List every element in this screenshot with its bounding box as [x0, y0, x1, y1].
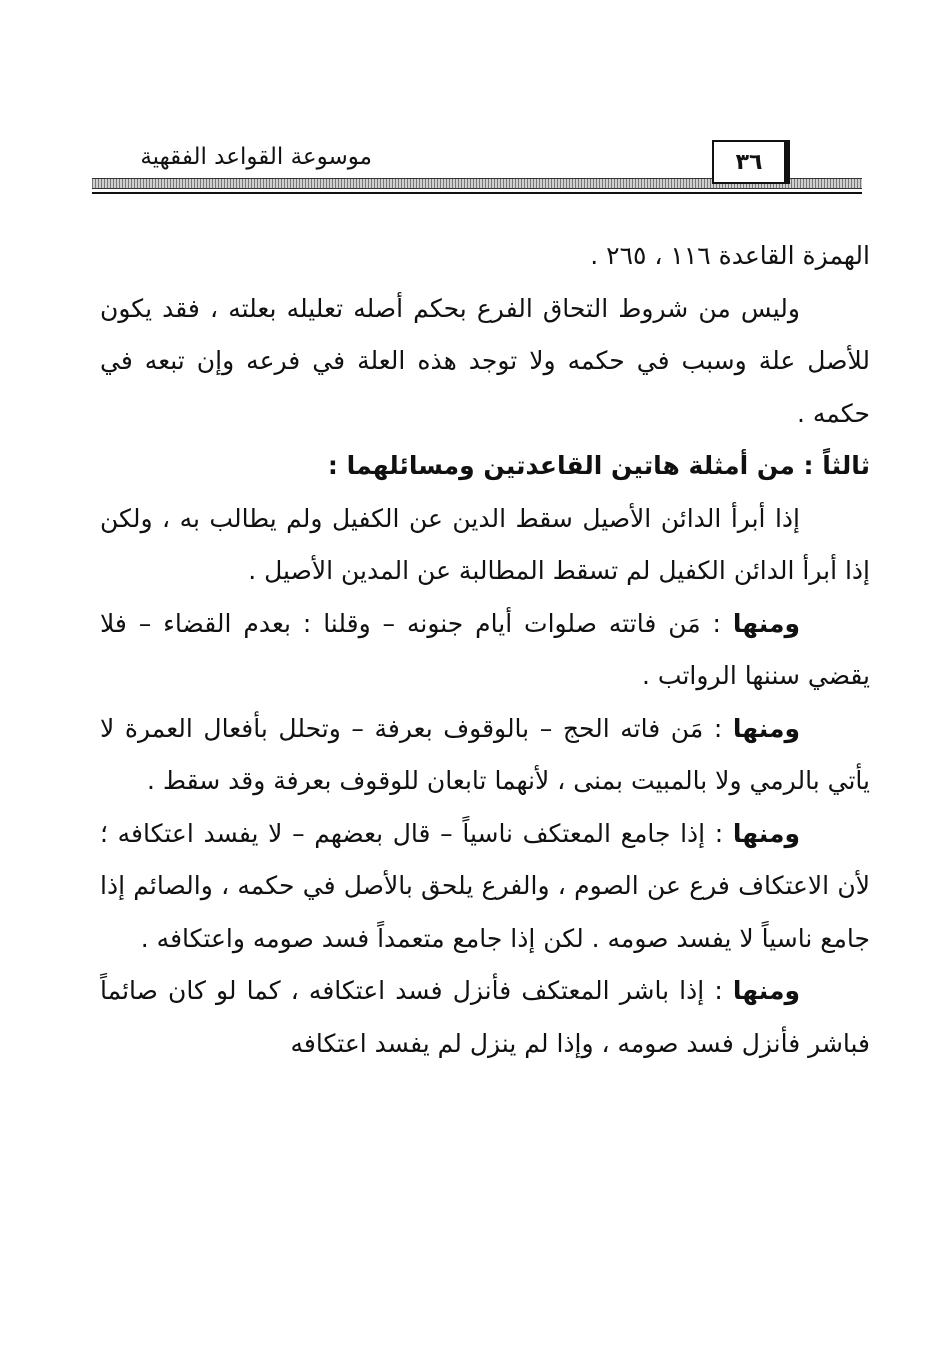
lead-word: ومنها	[732, 976, 800, 1005]
paragraph-text: : مَن فاتته صلوات أيام جنونه – وقلنا : بعدم القضاء – فلا يقضي سننها الرواتب .	[100, 608, 870, 690]
paragraph-text: : مَن فاته الحج – بالوقوف بعرفة – وتحلل بأفعال العمرة لا يأتي بالرمي ولا بالمبيت بمنى ، لأنهما تابعان للوقوف بعرفة وقد سقط .	[100, 713, 870, 795]
example-paragraph	[100, 703, 870, 808]
paragraph-text: إذا أبرأ الدائن الأصيل سقط الدين عن الكفيل ولم يطالب به ، ولكن إذا أبرأ الدائن الكفيل لم تسقط المطالبة عن المدين الأصيل .	[100, 503, 870, 585]
example-paragraph	[100, 808, 870, 966]
lead-word: ومنها	[732, 713, 800, 743]
paragraph-text: وليس من شروط التحاق الفرع بحكم أصله تعليله بعلته ، فقد يكون للأصل علة وسبب في حكمه ولا توجد هذه العلة في فرعه وإن تبعه في حكمه .	[100, 293, 870, 428]
header-rule	[92, 192, 862, 194]
lead-word: ومنها	[732, 818, 800, 848]
page-header	[92, 138, 862, 198]
example-paragraph	[100, 598, 870, 703]
lead-word: ومنها	[732, 608, 800, 638]
page-number: ٣٦	[712, 140, 790, 184]
running-title: موسوعة القواعد الفقهية	[140, 144, 372, 170]
page-body	[100, 230, 870, 1070]
paragraph-text: : إذا باشر المعتكف فأنزل فسد اعتكافه ، كما لو كان صائماً فباشر فأنزل فسد صومه ، وإذا لم ينزل لم يفسد اعتكافه	[100, 976, 870, 1058]
paragraph-text: الهمزة القاعدة ١١٦ ، ٢٦٥ .	[590, 241, 870, 270]
paragraph-text: : إذا جامع المعتكف ناسياً – قال بعضهم – لا يفسد اعتكافه ؛ لأن الاعتكاف فرع عن الصوم ، والفرع يلحق بالأصل في حكمه ، والصائم إذا جامع ناسياً لا يفسد صومه . لكن إذا جامع متعمداً فسد صومه واعتكافه .	[100, 818, 870, 953]
paragraph	[100, 493, 870, 598]
example-paragraph	[100, 965, 870, 1070]
paragraph	[100, 283, 870, 441]
heading-text: ثالثاً : من أمثلة هاتين القاعدتين ومسائلهما :	[327, 451, 870, 480]
section-heading	[100, 440, 870, 493]
paragraph-continuation	[100, 230, 870, 283]
